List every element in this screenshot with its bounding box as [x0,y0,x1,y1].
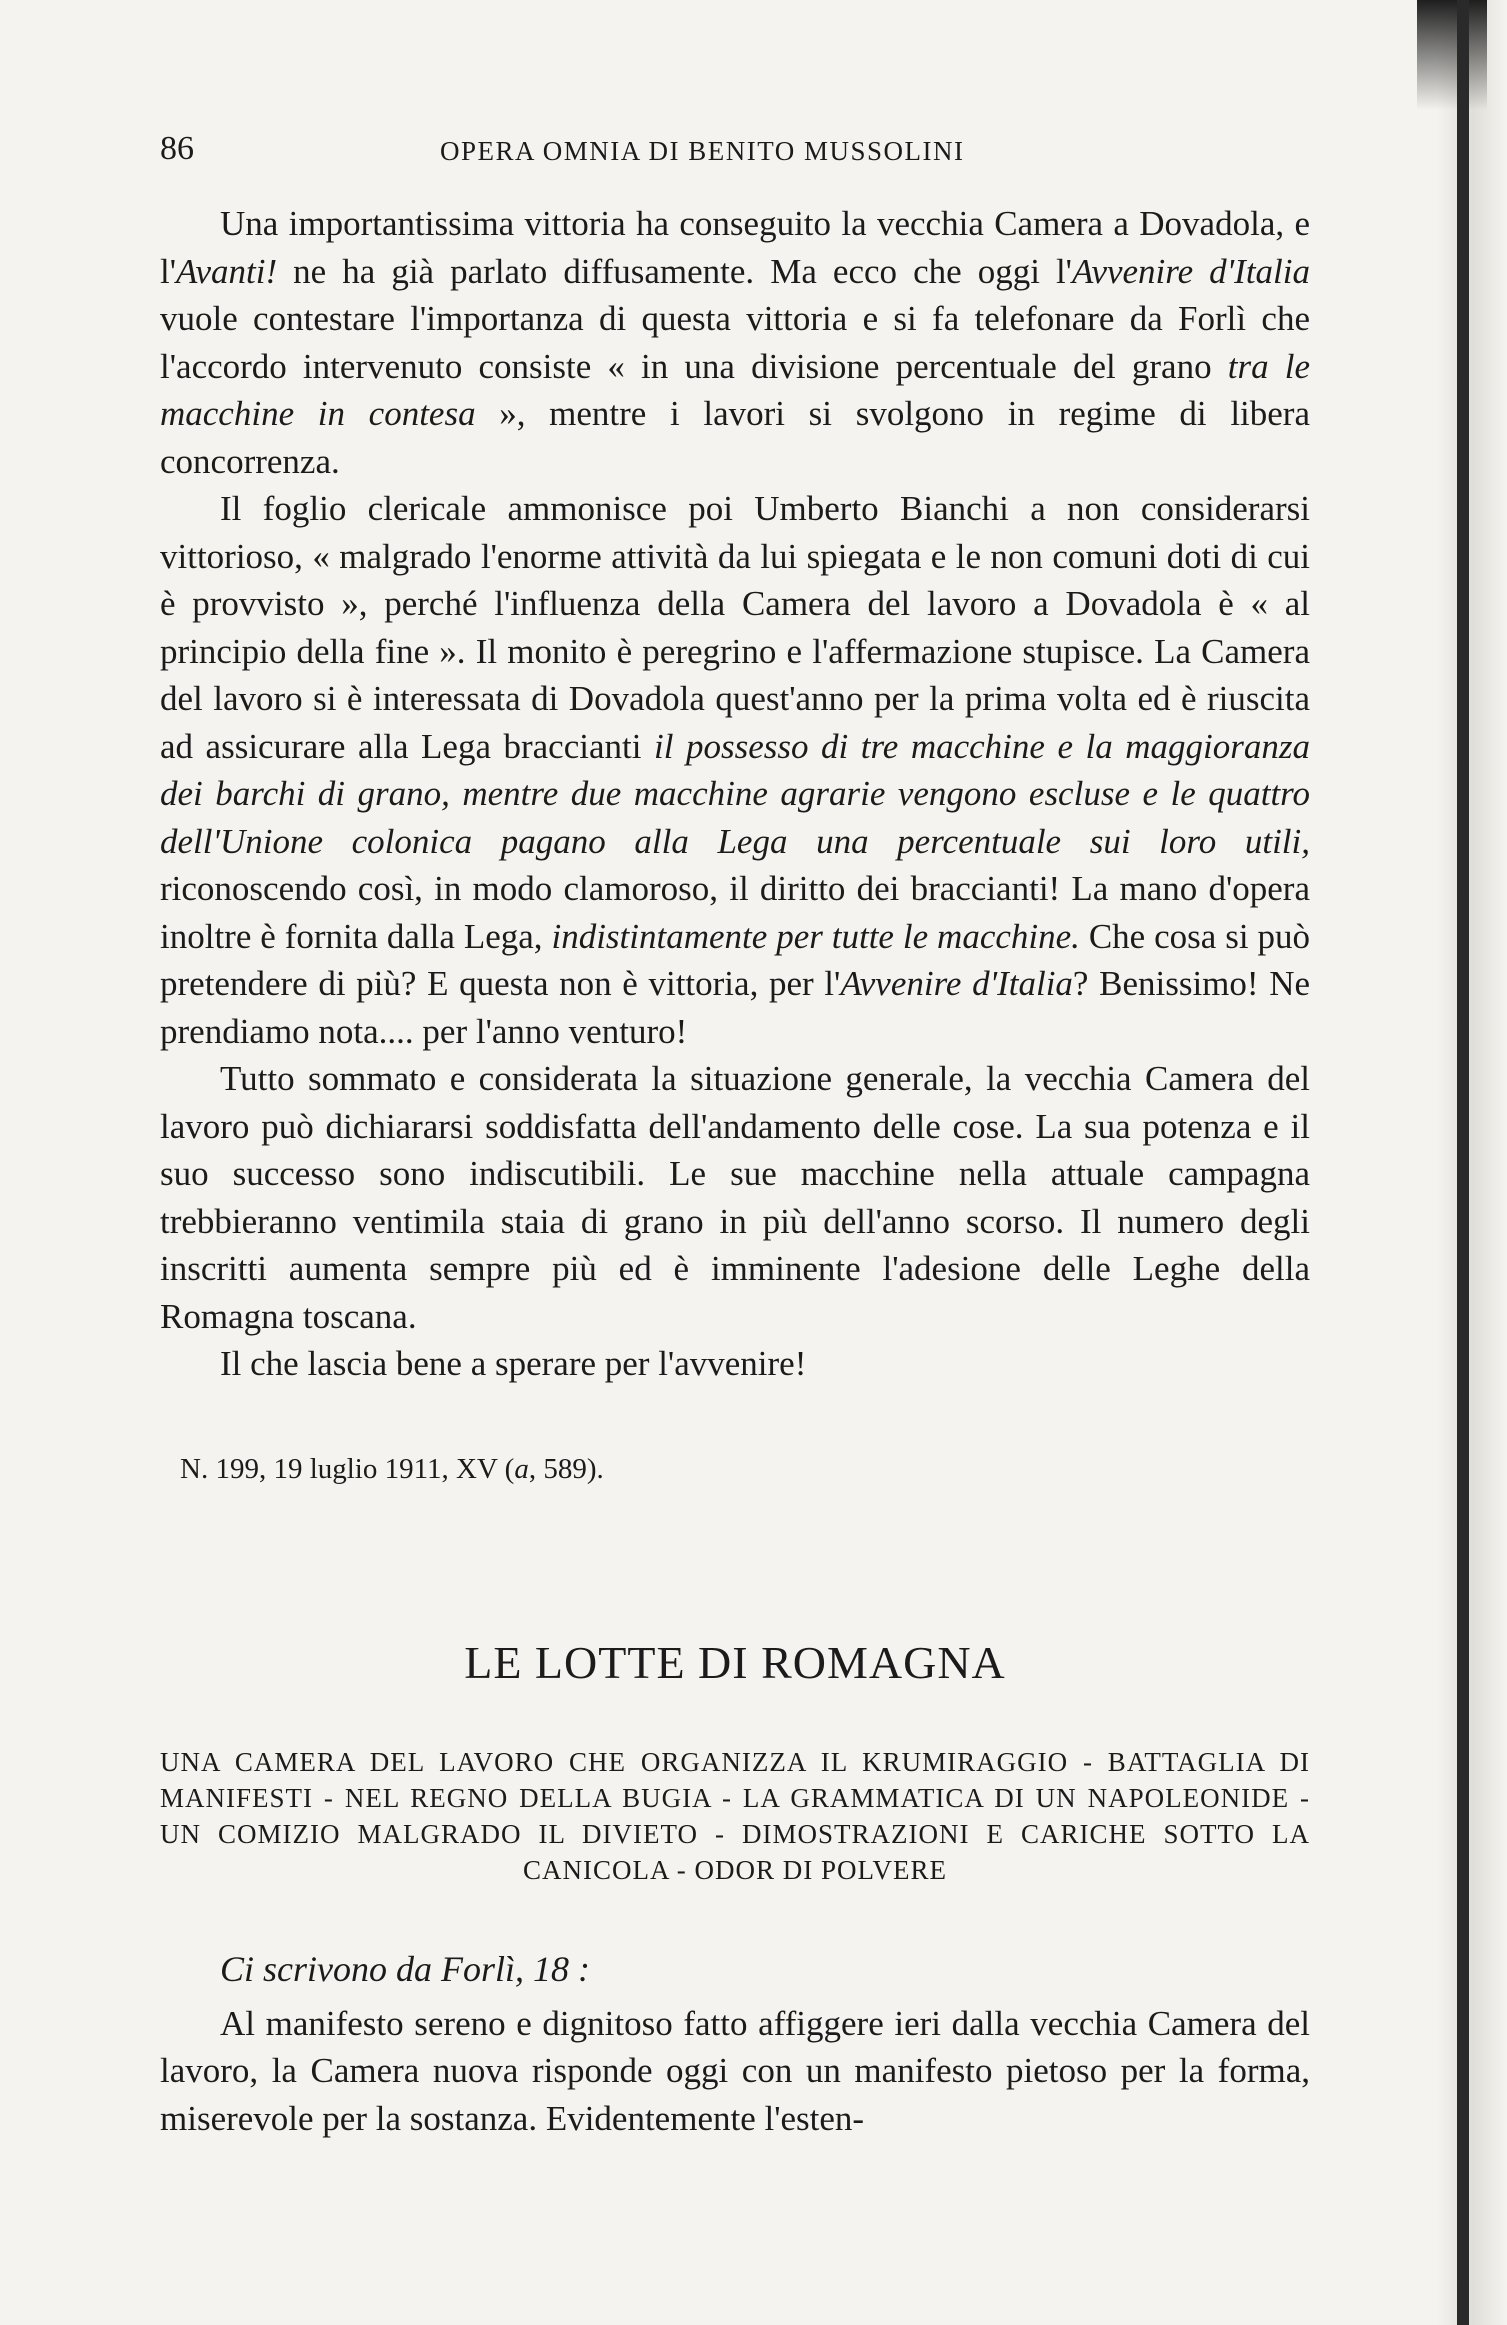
page-binding-shadow [1437,0,1507,2325]
italic-run: Avvenire d'Italia [1072,251,1310,291]
text-run: vuole contestare l'importanza di questa vittoria e si fa telefonare da Forlì che l'accordo intervenuto consiste « in una divisione percentuale del grano [160,299,1310,386]
section-body [160,2000,1310,2143]
paragraph-2 [160,485,1310,1055]
citation [180,1453,1310,1486]
text-run: riconoscendo così, in modo clamoroso, il diritto dei braccianti! La mano d'opera inoltre è fornita dalla Lega, [160,869,1310,956]
page-number: 86 [160,130,194,167]
paragraph-1 [160,200,1310,485]
page-binding-edge [1457,0,1469,2325]
text-run: ne ha già parlato diffusamente. Ma ecco che oggi l' [277,251,1072,291]
running-title: OPERA OMNIA DI BENITO MUSSOLINI [440,136,965,166]
page-binding-top [1417,0,1487,110]
text-run: Il foglio clericale ammonisce poi Umberto Bianchi a non considerarsi vittorioso, « malgrado l'enorme attività da lui spiegata e le non comuni doti di cui è provvisto », perché l'influenza della Camera del lavoro a Dovadola è « al principio della fine ». Il monito è peregrino e l'affermazione stupisce. La Camera del lavoro si è interessata di Dovadola quest'anno per la prima volta ed è riuscita ad assicurare alla Lega braccianti [160,489,1310,766]
citation-text: N. 199, 19 luglio 1911, XV ( [180,1452,515,1485]
text-run: Che cosa si può pretendere di più? E questa non è vittoria, per l' [160,916,1310,1003]
italic-run: Avanti! [176,251,278,291]
section-title: LE LOTTE DI ROMAGNA [464,1636,1006,1688]
text-run: ? Benissimo! Ne prendiamo nota.... per l'anno venturo! [160,964,1310,1051]
section-paragraph-1: Al manifesto sereno e dignitoso fatto affiggere ieri dalla vecchia Camera del lavoro, la Camera nuova risponde oggi con un manifesto pietoso per la forma, miserevole per la sostanza. Evidentemente l'esten- [160,2003,1310,2138]
italic-run: indistintamente per tutte le macchine. [551,916,1080,956]
running-head [160,120,1310,180]
paragraph-3: Tutto sommato e considerata la situazione generale, la vecchia Camera del lavoro può dichiararsi soddisfatta dell'andamento delle cose. La sua potenza e il suo successo sono indiscutibili. Le sue macchine nella attuale campagna trebbieranno ventimila staia di grano in più dell'anno scorso. Il numero degli inscritti aumenta sempre più ed è imminente l'adesione delle Leghe della Romagna toscana. [160,1059,1310,1336]
paragraph-4: Il che lascia bene a sperare per l'avvenire! [220,1344,807,1383]
italic-run: il possesso di tre macchine e la maggioranza dei barchi di grano, mentre due macchine agrarie vengono escluse e le quattro dell'Unione colonica pagano alla Lega una percentuale sui loro utili, [160,726,1310,861]
book-page [160,120,1310,2142]
italic-run: Avvenire d'Italia [840,964,1073,1003]
italic-run: tra le macchine in contesa [160,346,1311,433]
dateline: Ci scrivono da Forlì, 18 : [220,1948,590,1989]
citation-italic: a [514,1452,529,1485]
section-subtitle: UNA CAMERA DEL LAVORO CHE ORGANIZZA IL KRUMIRAGGIO - BATTAGLIA DI MANIFESTI - NEL REGNO DELLA BUGIA - LA GRAMMATICA DI UN NAPOLEONIDE - UN COMIZIO MALGRADO IL DIVIETO - DIMOSTRAZIONI E CARICHE SOTTO LA CANICOLA - ODOR DI POLVERE [160,1746,1310,1885]
text-run: Una importantissima vittoria ha conseguito la vecchia Camera a Dovadola, e l' [160,204,1310,291]
text-run: », mentre i lavori si svolgono in regime di libera concorrenza. [160,394,1310,481]
citation-text: , 589). [528,1452,604,1485]
article-body [160,200,1310,1388]
